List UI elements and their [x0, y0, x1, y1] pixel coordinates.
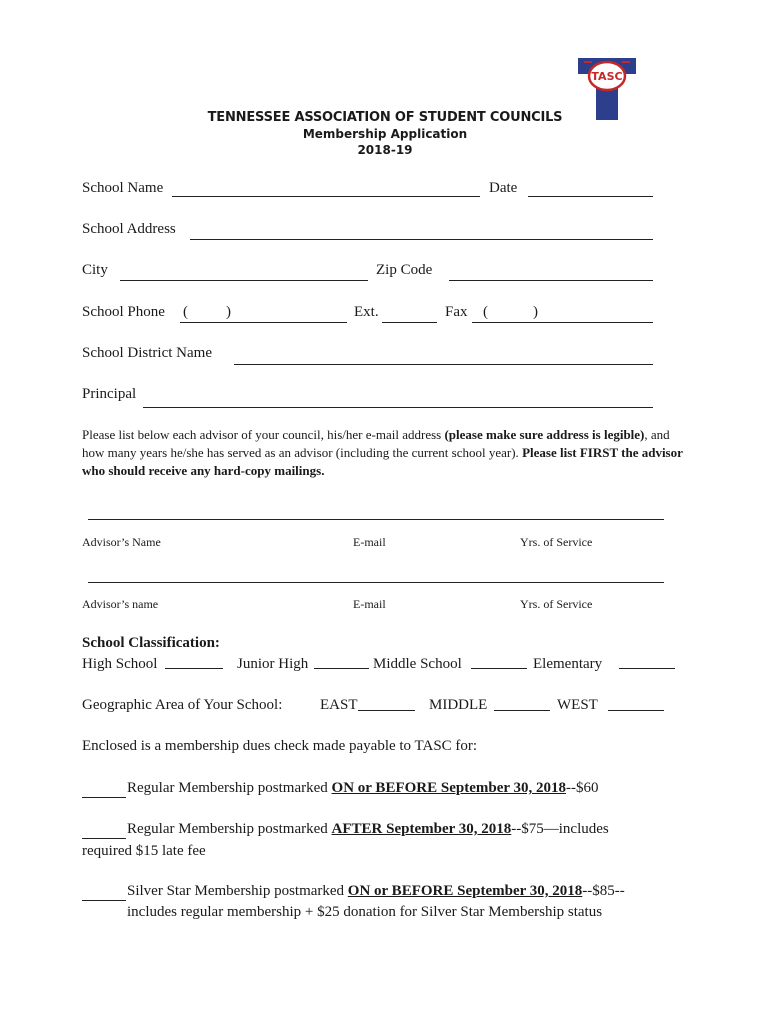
- junior-high-field[interactable]: [314, 668, 369, 669]
- middle-school-field[interactable]: [471, 668, 527, 669]
- fax-paren-close: ): [533, 304, 538, 320]
- geo-middle-label: MIDDLE: [429, 697, 488, 713]
- geo-label: Geographic Area of Your School:: [82, 697, 283, 713]
- advisor-2-field[interactable]: [88, 582, 664, 583]
- elementary-label: Elementary: [533, 656, 603, 672]
- principal-label: Principal: [82, 386, 137, 402]
- school-address-label: School Address: [82, 221, 176, 237]
- ext-field[interactable]: [382, 322, 437, 323]
- advisor-2-name-label: Advisor’s name: [82, 597, 159, 611]
- dues-option-2-text: Regular Membership postmarked AFTER September 30, 2018--$75—includes: [127, 821, 609, 837]
- dues-intro: Enclosed is a membership dues check made payable to TASC for:: [82, 738, 478, 754]
- geo-west-field[interactable]: [608, 710, 664, 711]
- form-title: Membership Application: [302, 127, 468, 141]
- principal-field[interactable]: [143, 407, 653, 408]
- fax-paren-open: (: [483, 304, 488, 320]
- advisor-2-email-label: E-mail: [353, 597, 386, 611]
- geo-east-label: EAST: [320, 697, 358, 713]
- district-field[interactable]: [234, 364, 653, 365]
- phone-paren-close: ): [226, 304, 231, 320]
- date-label: Date: [489, 180, 518, 196]
- geo-east-field[interactable]: [358, 710, 415, 711]
- high-school-label: High School: [82, 656, 158, 672]
- geo-middle-field[interactable]: [494, 710, 550, 711]
- logo-text: TASC: [591, 70, 623, 83]
- fax-field[interactable]: [472, 322, 653, 323]
- high-school-field[interactable]: [165, 668, 223, 669]
- dues-option-3-blank[interactable]: [82, 900, 126, 901]
- dues-option-1-blank[interactable]: [82, 797, 126, 798]
- classification-title: School Classification:: [82, 635, 220, 651]
- city-field[interactable]: [120, 280, 368, 281]
- geo-west-label: WEST: [557, 697, 598, 713]
- fax-label: Fax: [445, 304, 468, 320]
- phone-paren-open: (: [183, 304, 188, 320]
- advisor-instructions: Please list below each advisor of your council, his/her e-mail address (please make sure address is legible), and how many years he/she has served as an advisor (including the current school year). Please list FIRST the advisor who should receive any hard-copy mailings.: [82, 427, 683, 478]
- dues-option-3-text: Silver Star Membership postmarked ON or BEFORE September 30, 2018--$85--: [127, 883, 625, 899]
- middle-school-label: Middle School: [373, 656, 462, 672]
- ext-label: Ext.: [354, 304, 379, 320]
- dues-option-2-blank[interactable]: [82, 838, 126, 839]
- date-field[interactable]: [528, 196, 653, 197]
- dues-option-1-text: Regular Membership postmarked ON or BEFORE September 30, 2018--$60: [127, 780, 599, 796]
- phone-label: School Phone: [82, 304, 165, 320]
- district-label: School District Name: [82, 345, 212, 361]
- junior-high-label: Junior High: [237, 656, 309, 672]
- advisor-2-years-label: Yrs. of Service: [520, 597, 593, 611]
- school-address-field[interactable]: [190, 239, 653, 240]
- school-name-field[interactable]: [172, 196, 480, 197]
- advisor-1-name-label: Advisor’s Name: [82, 535, 161, 549]
- phone-field[interactable]: [180, 322, 347, 323]
- org-title: TENNESSEE ASSOCIATION OF STUDENT COUNCILS: [207, 110, 563, 125]
- zip-field[interactable]: [449, 280, 653, 281]
- dues-option-2-line2: required $15 late fee: [82, 843, 206, 859]
- school-name-label: School Name: [82, 180, 164, 196]
- advisor-1-email-label: E-mail: [353, 535, 386, 549]
- advisor-1-field[interactable]: [88, 519, 664, 520]
- advisor-1-years-label: Yrs. of Service: [520, 535, 593, 549]
- form-year: 2018-19: [357, 143, 413, 157]
- elementary-field[interactable]: [619, 668, 675, 669]
- zip-label: Zip Code: [376, 262, 433, 278]
- dues-option-3-line2: includes regular membership + $25 donation for Silver Star Membership status: [127, 904, 603, 920]
- city-label: City: [82, 262, 108, 278]
